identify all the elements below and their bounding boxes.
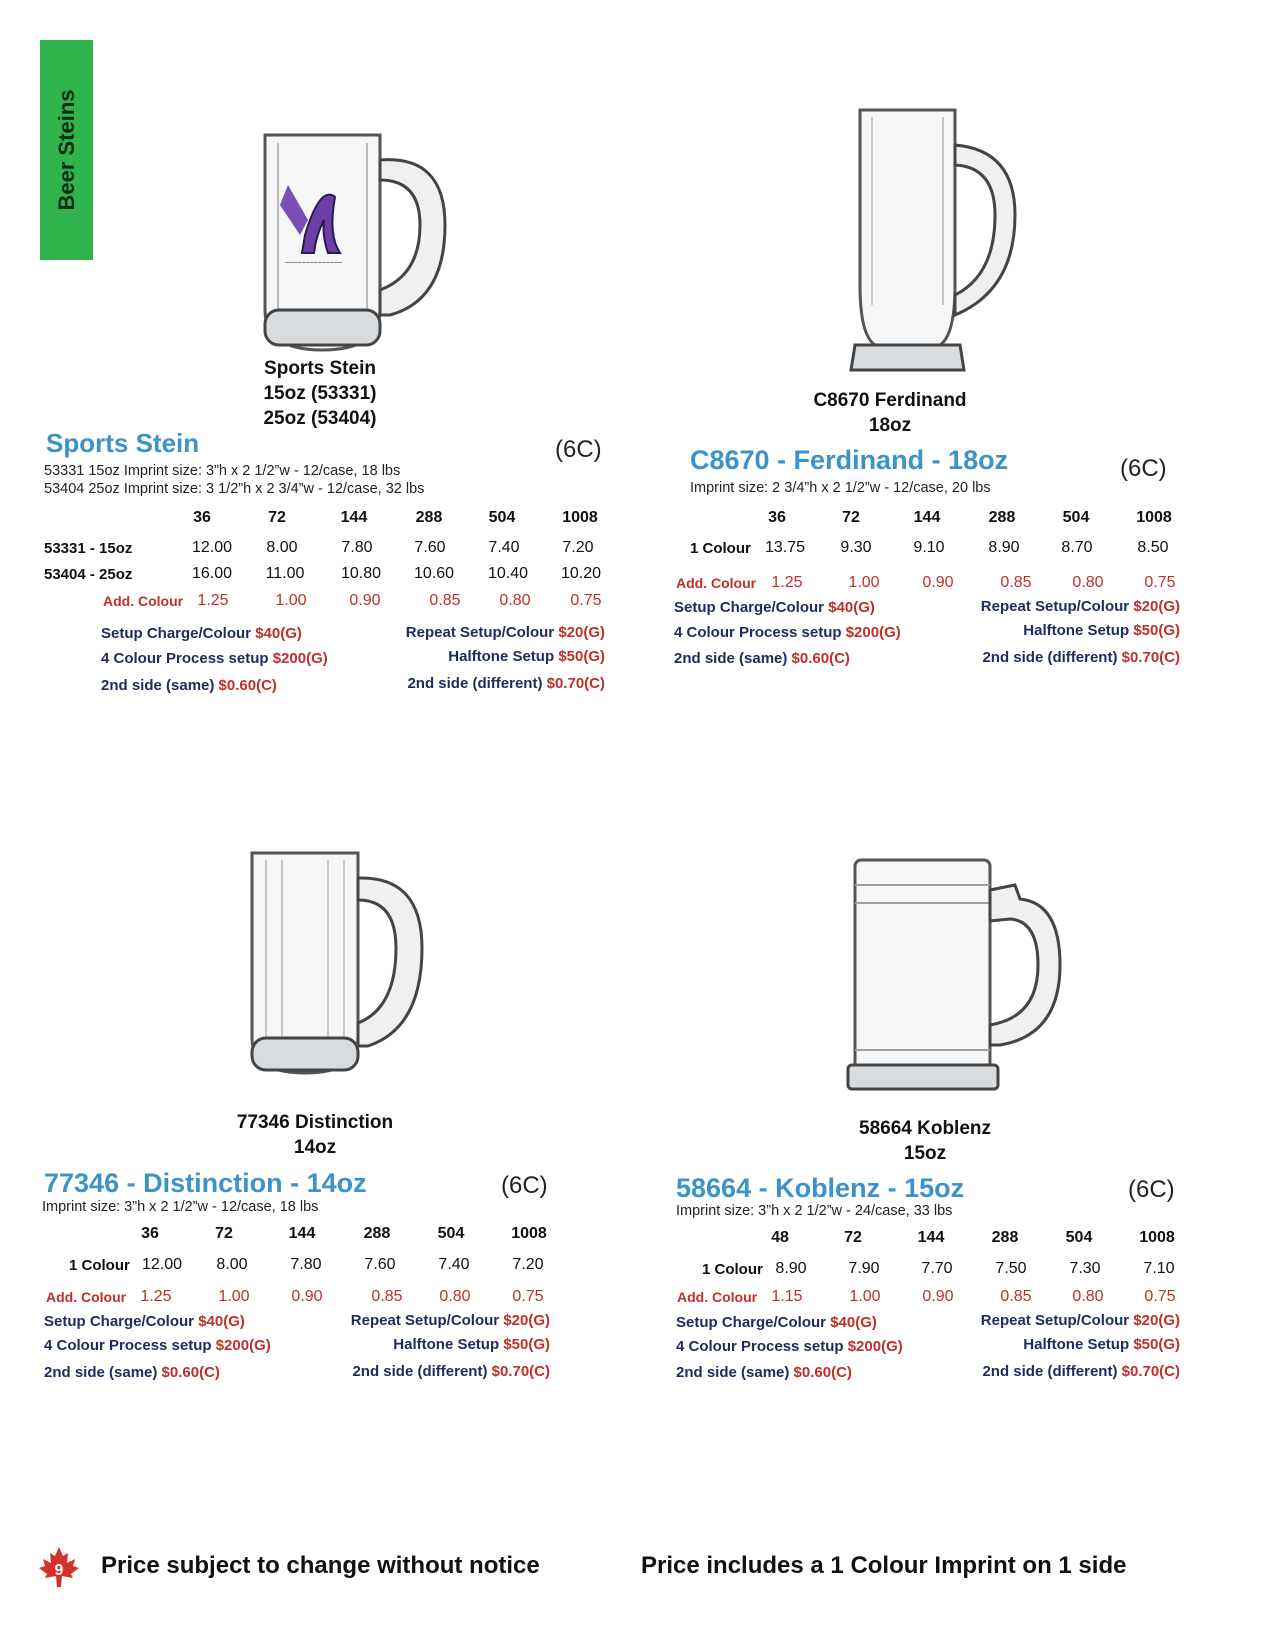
qty: 144 (288, 1225, 316, 1242)
price: 7.60 (414, 539, 446, 556)
caption-line: 14oz (293, 1137, 337, 1158)
qty: 72 (844, 1229, 862, 1246)
price: 0.90 (349, 592, 381, 609)
price: 7.40 (438, 1256, 470, 1273)
product-2-qty-header (0, 509, 1275, 529)
price: 0.80 (1072, 1288, 1104, 1305)
price: 0.90 (922, 574, 954, 591)
footer-left: Price subject to change without notice (101, 1552, 540, 1579)
second-side-different: 2nd side (different) $0.70(C) (407, 675, 605, 692)
qty: 72 (842, 509, 860, 526)
qty: 288 (991, 1229, 1019, 1246)
halftone-setup: Halftone Setup $50(G) (1023, 622, 1180, 639)
price: 1.25 (197, 592, 229, 609)
caption-line: Sports Stein (264, 358, 376, 379)
footer-right: Price includes a 1 Colour Imprint on 1 side (641, 1552, 1127, 1579)
product-3-caption (210, 1110, 420, 1160)
price: 0.90 (922, 1288, 954, 1305)
price: 0.75 (1144, 574, 1176, 591)
add-colour-label: Add. Colour (103, 593, 184, 609)
price: 8.70 (1061, 539, 1093, 556)
repeat-setup: Repeat Setup/Colour $20(G) (980, 1312, 1180, 1329)
price-row-label: 1 Colour (69, 1257, 130, 1274)
caption-line: C8670 Ferdinand (813, 390, 967, 411)
qty: 504 (488, 509, 516, 526)
price: 8.00 (216, 1256, 248, 1273)
price: 8.90 (988, 539, 1020, 556)
price: 13.75 (764, 539, 806, 556)
qty: 288 (988, 509, 1016, 526)
product-4-row-1 (0, 1260, 1275, 1280)
price: 0.75 (512, 1288, 544, 1305)
price-row-label: 53404 - 25oz (44, 566, 133, 583)
product-4-tag: (6C) (1128, 1176, 1175, 1203)
price: 7.60 (364, 1256, 396, 1273)
section-tab-label: Beer Steins (53, 89, 79, 211)
price: 0.85 (429, 592, 461, 609)
price: 1.25 (140, 1288, 172, 1305)
page-number: 9 (54, 1562, 64, 1579)
caption-line: 77346 Distinction (236, 1112, 394, 1133)
ferdinand-image (840, 105, 1020, 380)
price: 1.00 (275, 592, 307, 609)
price: 12.00 (191, 539, 233, 556)
halftone-setup: Halftone Setup $50(G) (1023, 1336, 1180, 1353)
qty: 144 (913, 509, 941, 526)
repeat-setup: Repeat Setup/Colour $20(G) (405, 624, 605, 641)
price: 8.90 (775, 1260, 807, 1277)
price: 0.75 (1144, 1288, 1176, 1305)
price: 7.80 (341, 539, 373, 556)
product-3-tag: (6C) (501, 1172, 548, 1199)
qty: 144 (917, 1229, 945, 1246)
price: 10.80 (340, 565, 382, 582)
price: 11.00 (265, 565, 305, 582)
price: 1.15 (771, 1288, 803, 1305)
product-2-caption (780, 388, 1000, 438)
price: 1.00 (218, 1288, 250, 1305)
qty: 504 (437, 1225, 465, 1242)
price: 0.80 (1072, 574, 1104, 591)
add-colour-label: Add. Colour (46, 1289, 127, 1305)
product-1-title: Sports Stein (46, 428, 200, 458)
product-1-tag: (6C) (555, 436, 602, 463)
product-4-title: 58664 - Koblenz - 15oz (676, 1173, 965, 1203)
price: 7.70 (921, 1260, 953, 1277)
price: 10.60 (413, 565, 455, 582)
qty: 36 (193, 509, 211, 526)
product-2-title: C8670 - Ferdinand - 18oz (690, 445, 1009, 475)
spec-line: 53331 15oz Imprint size: 3”h x 2 1/2”w - 12/case, 18 lbs (44, 463, 401, 479)
price: 1.00 (849, 1288, 881, 1305)
sports-stein-image (240, 125, 470, 365)
product-4-qty-header (0, 1229, 1275, 1249)
spec-line: 53404 25oz Imprint size: 3 1/2”h x 2 3/4”w - 12/case, 32 lbs (44, 481, 425, 497)
caption-line: 18oz (868, 415, 912, 436)
repeat-setup: Repeat Setup/Colour $20(G) (980, 598, 1180, 615)
price: 0.85 (1000, 1288, 1032, 1305)
halftone-setup: Halftone Setup $50(G) (393, 1336, 550, 1353)
price: 7.20 (512, 1256, 544, 1273)
product-4-add-colour (0, 1288, 1275, 1308)
halftone-setup: Halftone Setup $50(G) (448, 648, 605, 665)
price: 0.75 (570, 592, 602, 609)
product-3-title: 77346 - Distinction - 14oz (44, 1168, 367, 1198)
product-2-row-1 (0, 539, 1275, 559)
logo-caption-mark: ~~~~~~~~~~~~~~ (285, 260, 343, 267)
maple-leaf-icon (37, 1545, 81, 1589)
price: 7.40 (488, 539, 520, 556)
caption-line: 25oz (53404) (263, 408, 377, 429)
caption-line: 15oz (903, 1143, 947, 1164)
qty: 1008 (562, 509, 598, 526)
price: 7.30 (1069, 1260, 1101, 1277)
price: 12.00 (141, 1256, 183, 1273)
product-4-caption (820, 1116, 1030, 1166)
qty: 1008 (1139, 1229, 1175, 1246)
setup-charge: Setup Charge/Colour $40(G) (676, 1314, 877, 1331)
product-2-add-colour (0, 574, 1275, 594)
price: 7.90 (848, 1260, 880, 1277)
qty: 288 (363, 1225, 391, 1242)
price: 1.00 (848, 574, 880, 591)
process-setup: 4 Colour Process setup $200(G) (676, 1338, 903, 1355)
setup-charge: Setup Charge/Colour $40(G) (674, 599, 875, 616)
second-side-same: 2nd side (same) $0.60(C) (101, 677, 277, 694)
setup-charge: Setup Charge/Colour $40(G) (101, 625, 302, 642)
price: 8.50 (1137, 539, 1169, 556)
product-2-tag: (6C) (1120, 455, 1167, 482)
price-row-label: 53331 - 15oz (44, 540, 133, 557)
process-setup: 4 Colour Process setup $200(G) (101, 650, 328, 667)
price: 7.20 (562, 539, 594, 556)
qty: 48 (771, 1229, 789, 1246)
product-1-spec (44, 462, 424, 498)
price: 0.90 (291, 1288, 323, 1305)
add-colour-label: Add. Colour (676, 575, 757, 591)
add-colour-label: Add. Colour (677, 1289, 758, 1305)
product-1-caption (220, 356, 420, 431)
price: 10.20 (560, 565, 602, 582)
price: 9.30 (840, 539, 872, 556)
qty: 288 (415, 509, 443, 526)
second-side-same: 2nd side (same) $0.60(C) (676, 1364, 852, 1381)
koblenz-image (840, 855, 1070, 1095)
repeat-setup: Repeat Setup/Colour $20(G) (350, 1312, 550, 1329)
qty: 72 (268, 509, 286, 526)
second-side-same: 2nd side (same) $0.60(C) (44, 1364, 220, 1381)
process-setup: 4 Colour Process setup $200(G) (44, 1337, 271, 1354)
qty: 504 (1065, 1229, 1093, 1246)
product-1-add-colour (0, 592, 640, 612)
second-side-different: 2nd side (different) $0.70(C) (982, 649, 1180, 666)
section-tab (40, 40, 93, 260)
price: 7.80 (290, 1256, 322, 1273)
second-side-same: 2nd side (same) $0.60(C) (674, 650, 850, 667)
qty: 1008 (511, 1225, 547, 1242)
price: 10.40 (487, 565, 529, 582)
price: 8.00 (266, 539, 298, 556)
price: 0.80 (499, 592, 531, 609)
qty: 36 (768, 509, 786, 526)
qty: 504 (1062, 509, 1090, 526)
price: 1.25 (771, 574, 803, 591)
price: 0.85 (1000, 574, 1032, 591)
product-3-spec: Imprint size: 3”h x 2 1/2”w - 12/case, 18 lbs (42, 1199, 319, 1215)
price: 16.00 (191, 565, 233, 582)
process-setup: 4 Colour Process setup $200(G) (674, 624, 901, 641)
price: 9.10 (913, 539, 945, 556)
second-side-different: 2nd side (different) $0.70(C) (352, 1363, 550, 1380)
price: 0.85 (371, 1288, 403, 1305)
price-row-label: 1 Colour (690, 540, 751, 557)
caption-line: 58664 Koblenz (859, 1118, 991, 1139)
price: 0.80 (439, 1288, 471, 1305)
distinction-image (230, 848, 450, 1088)
setup-charge: Setup Charge/Colour $40(G) (44, 1313, 245, 1330)
qty: 72 (215, 1225, 233, 1242)
price-row-label: 1 Colour (702, 1261, 763, 1278)
price: 7.50 (995, 1260, 1027, 1277)
qty: 144 (340, 509, 368, 526)
price: 7.10 (1143, 1260, 1175, 1277)
qty: 36 (141, 1225, 159, 1242)
caption-line: 15oz (53331) (263, 383, 377, 404)
second-side-different: 2nd side (different) $0.70(C) (982, 1363, 1180, 1380)
qty: 1008 (1136, 509, 1172, 526)
product-4-spec: Imprint size: 3”h x 2 1/2”w - 24/case, 33 lbs (676, 1203, 953, 1219)
product-2-spec: Imprint size: 2 3/4”h x 2 1/2”w - 12/case, 20 lbs (690, 480, 991, 496)
